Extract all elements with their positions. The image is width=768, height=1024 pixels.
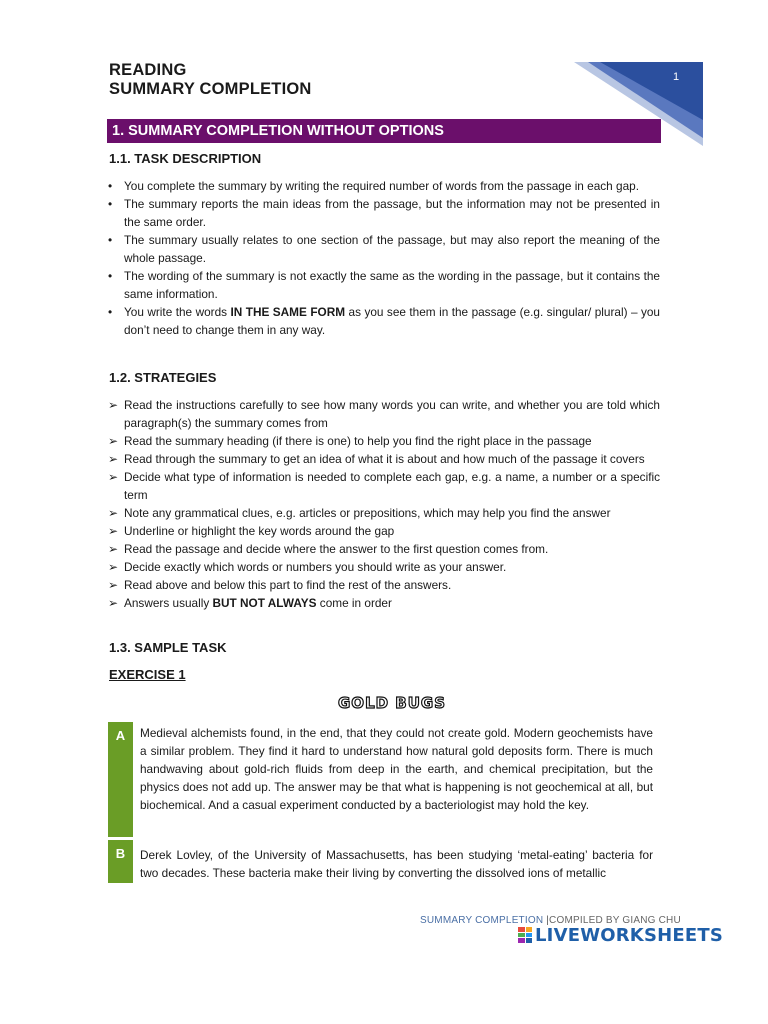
strategies-list xyxy=(108,396,660,612)
arrow-bullet-icon: ➢ xyxy=(108,560,118,574)
divider xyxy=(108,837,133,840)
page-title-line2: SUMMARY COMPLETION xyxy=(109,80,312,98)
list-item: ➢ Read the instructions carefully to see how many words you can write, and whether you are told which paragraph(s) the summary comes from xyxy=(108,398,660,430)
paragraph-a: Medieval alchemists found, in the end, that they could not create gold. Modern geochemists have a similar problem. They find it hard to understand how natural gold deposits form. There is much handwaving about gold-rich fluids from deep in the earth, and chemical precipitation, but the physics does not add up. The answer may be that what is happening is not geochemical at all, but biochemical. And a casual experiment conducted by a bacteriologist may hold the key. xyxy=(140,726,653,812)
sample-task-heading: 1.3. SAMPLE TASK xyxy=(109,640,227,655)
page-title-line1: READING xyxy=(109,61,187,79)
arrow-bullet-icon: ➢ xyxy=(108,542,118,556)
list-item: • You write the words IN THE SAME FORM as you see them in the passage (e.g. singular/ plural) – you don’t need to change them in any way. xyxy=(108,305,660,337)
paragraph-letter-b: B xyxy=(115,846,126,861)
arrow-bullet-icon: ➢ xyxy=(108,506,118,520)
strategies-heading: 1.2. STRATEGIES xyxy=(109,370,217,385)
list-item: ➢ Underline or highlight the key words around the gap xyxy=(108,524,395,538)
liveworksheets-logo xyxy=(518,925,723,945)
list-item: • The summary reports the main ideas from the passage, but the information may not be presented in the same order. xyxy=(108,197,660,229)
list-item: • You complete the summary by writing the required number of words from the passage in each gap. xyxy=(108,179,639,193)
exercise-title: EXERCISE 1 xyxy=(109,667,186,682)
bullet-icon: • xyxy=(108,179,113,193)
page-title xyxy=(109,61,312,99)
list-item: ➢ Answers usually BUT NOT ALWAYS come in order xyxy=(108,596,392,610)
bullet-icon: • xyxy=(108,197,113,211)
arrow-bullet-icon: ➢ xyxy=(108,470,118,484)
list-item: ➢ Note any grammatical clues, e.g. articles or prepositions, which may help you find the answer xyxy=(108,506,611,520)
arrow-bullet-icon: ➢ xyxy=(108,596,118,610)
liveworksheets-icon xyxy=(518,927,532,943)
task-description-list xyxy=(108,177,660,339)
list-item: ➢ Decide exactly which words or numbers you should write as your answer. xyxy=(108,560,507,574)
arrow-bullet-icon: ➢ xyxy=(108,578,118,592)
paragraph-letter-a: A xyxy=(115,728,126,743)
list-item: ➢ Read the summary heading (if there is one) to help you find the right place in the passage xyxy=(108,434,592,448)
bullet-icon: • xyxy=(108,233,113,247)
page-number: 1 xyxy=(673,71,680,83)
arrow-bullet-icon: ➢ xyxy=(108,398,118,412)
paragraph-letter-bar xyxy=(108,722,133,883)
bullet-icon: • xyxy=(108,269,113,283)
bullet-icon: • xyxy=(108,305,113,319)
list-item: ➢ Read through the summary to get an idea of what it is about and how much of the passage it covers xyxy=(108,452,645,466)
footer-label: SUMMARY COMPLETION xyxy=(420,915,544,926)
liveworksheets-brand: LIVEWORKSHEETS xyxy=(535,924,724,946)
list-item: ➢ Decide what type of information is needed to complete each gap, e.g. a name, a number or a specific term xyxy=(108,470,660,502)
footer-separator: | xyxy=(546,915,550,926)
arrow-bullet-icon: ➢ xyxy=(108,524,118,538)
task-description-heading: 1.1. TASK DESCRIPTION xyxy=(109,151,262,166)
arrow-bullet-icon: ➢ xyxy=(108,452,118,466)
passage-title: GOLD BUGS xyxy=(338,694,447,712)
list-item: ➢ Read the passage and decide where the answer to the first question comes from. xyxy=(108,542,549,556)
paragraph-b: Derek Lovley, of the University of Massachusetts, has been studying ‘metal-eating’ bacteria for two decades. These bacteria make their living by converting the dissolved ions of metallic xyxy=(140,848,653,880)
section-heading: 1. SUMMARY COMPLETION WITHOUT OPTIONS xyxy=(107,119,661,143)
list-item: • The summary usually relates to one section of the passage, but may also report the meaning of the whole passage. xyxy=(108,233,660,265)
list-item: ➢ Read above and below this part to find the rest of the answers. xyxy=(108,578,452,592)
footer-compiled: COMPILED BY GIANG CHU xyxy=(549,915,681,926)
arrow-bullet-icon: ➢ xyxy=(108,434,118,448)
list-item: • The wording of the summary is not exactly the same as the wording in the passage, but it contains the same information. xyxy=(108,269,660,301)
